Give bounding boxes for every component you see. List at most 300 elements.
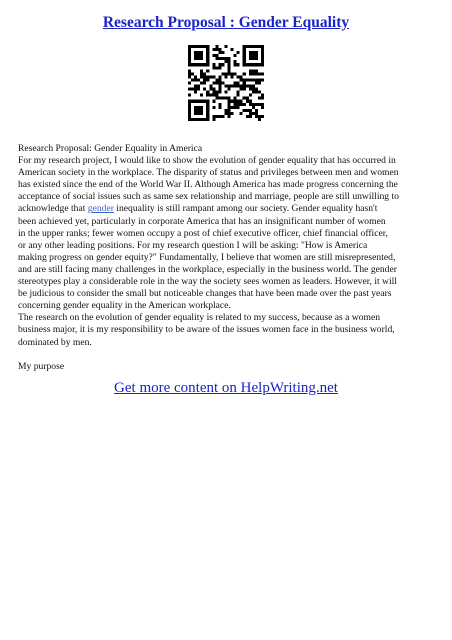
- qr-module: [258, 72, 261, 75]
- qr-module: [194, 57, 197, 60]
- qr-module: [206, 94, 209, 97]
- qr-module: [231, 48, 234, 51]
- qr-module: [218, 91, 221, 94]
- qr-module: [215, 97, 218, 100]
- qr-module: [243, 51, 246, 54]
- qr-module: [221, 57, 224, 60]
- qr-module: [249, 94, 252, 97]
- text-fragment: acknowledge that: [18, 203, 88, 215]
- qr-module: [255, 91, 258, 94]
- qr-module: [249, 85, 252, 88]
- qr-module: [261, 97, 264, 100]
- qr-module: [218, 106, 221, 109]
- qr-module: [197, 109, 200, 112]
- qr-module: [194, 109, 197, 112]
- qr-module: [261, 72, 264, 75]
- qr-module: [246, 115, 249, 118]
- qr-module: [228, 72, 231, 75]
- qr-module: [188, 54, 191, 57]
- qr-module: [258, 115, 261, 118]
- qr-module: [240, 112, 243, 115]
- qr-module: [252, 85, 255, 88]
- qr-module: [228, 106, 231, 109]
- qr-module: [237, 94, 240, 97]
- qr-module: [221, 72, 224, 75]
- qr-module: [188, 57, 191, 60]
- qr-module: [249, 78, 252, 81]
- qr-module: [258, 78, 261, 81]
- qr-module: [212, 63, 215, 66]
- qr-module: [200, 100, 203, 103]
- qr-module: [188, 100, 191, 103]
- qr-module: [200, 106, 203, 109]
- qr-module: [212, 88, 215, 91]
- qr-module: [224, 97, 227, 100]
- qr-module: [261, 57, 264, 60]
- qr-module: [224, 57, 227, 60]
- qr-module: [200, 81, 203, 84]
- qr-module: [228, 63, 231, 66]
- qr-module: [221, 63, 224, 66]
- qr-module: [249, 72, 252, 75]
- document-body: [18, 143, 436, 373]
- qr-module: [200, 118, 203, 121]
- qr-module: [215, 94, 218, 97]
- qr-module: [249, 63, 252, 66]
- qr-module: [215, 57, 218, 60]
- qr-module: [218, 81, 221, 84]
- qr-module: [212, 81, 215, 84]
- qr-module: [215, 54, 218, 57]
- qr-module: [261, 103, 264, 106]
- qr-module: [231, 106, 234, 109]
- qr-module: [228, 103, 231, 106]
- qr-module: [212, 94, 215, 97]
- paragraph-1: [18, 143, 436, 312]
- qr-module: [255, 115, 258, 118]
- qr-module: [197, 100, 200, 103]
- qr-module: [218, 51, 221, 54]
- qr-module: [215, 66, 218, 69]
- qr-module: [249, 51, 252, 54]
- qr-module: [252, 106, 255, 109]
- qr-module: [206, 48, 209, 51]
- text-line: My purpose: [18, 360, 65, 372]
- qr-module: [206, 109, 209, 112]
- qr-module: [261, 106, 264, 109]
- qr-module: [243, 78, 246, 81]
- qr-module: [258, 63, 261, 66]
- qr-module: [200, 69, 203, 72]
- qr-module: [212, 75, 215, 78]
- qr-module: [215, 48, 218, 51]
- qr-module: [243, 72, 246, 75]
- qr-module: [218, 48, 221, 51]
- qr-module: [197, 54, 200, 57]
- qr-module: [206, 54, 209, 57]
- qr-module: [249, 45, 252, 48]
- qr-module: [206, 78, 209, 81]
- qr-module: [237, 75, 240, 78]
- qr-module: [224, 85, 227, 88]
- qr-module: [237, 91, 240, 94]
- text-line: concerning gender equality in the American workplace.: [18, 300, 231, 312]
- qr-module: [258, 81, 261, 84]
- qr-module: [194, 78, 197, 81]
- qr-module: [212, 66, 215, 69]
- qr-module: [191, 88, 194, 91]
- qr-module: [209, 85, 212, 88]
- qr-module: [203, 100, 206, 103]
- qr-module: [255, 109, 258, 112]
- qr-module: [197, 88, 200, 91]
- qr-module: [240, 88, 243, 91]
- text-line: stereotypes play a considerable role in the way the society sees women as leaders. However, it will: [18, 276, 397, 288]
- qr-module: [206, 115, 209, 118]
- qr-module: [197, 106, 200, 109]
- qr-module: [194, 106, 197, 109]
- qr-module: [237, 63, 240, 66]
- qr-module: [188, 69, 191, 72]
- text-line: dominated by men.: [18, 336, 92, 348]
- qr-module: [240, 78, 243, 81]
- qr-module: [228, 57, 231, 60]
- qr-module: [197, 118, 200, 121]
- qr-module: [194, 75, 197, 78]
- qr-module: [194, 91, 197, 94]
- qr-module: [261, 63, 264, 66]
- qr-module: [261, 54, 264, 57]
- qr-module: [197, 57, 200, 60]
- qr-module: [252, 78, 255, 81]
- qr-module: [188, 118, 191, 121]
- qr-module: [200, 54, 203, 57]
- qr-module: [209, 88, 212, 91]
- qr-module: [237, 103, 240, 106]
- text-line: American society in the workplace. The disparity of status and privileges between men and women: [18, 167, 399, 179]
- qr-module: [224, 91, 227, 94]
- paragraph-2: [18, 312, 436, 348]
- qr-module: [194, 54, 197, 57]
- qr-module: [249, 115, 252, 118]
- qr-module: [231, 100, 234, 103]
- qr-module: [212, 100, 215, 103]
- document-heading: Research Proposal: Gender Equality in America: [18, 143, 203, 154]
- qr-module: [206, 91, 209, 94]
- qr-module: [234, 103, 237, 106]
- qr-module: [203, 72, 206, 75]
- qr-module: [255, 81, 258, 84]
- qr-module: [194, 88, 197, 91]
- qr-module: [258, 97, 261, 100]
- qr-module: [234, 97, 237, 100]
- qr-module: [191, 100, 194, 103]
- qr-module: [191, 45, 194, 48]
- qr-module: [221, 97, 224, 100]
- qr-module: [188, 51, 191, 54]
- text-line: business major, it is my responsibility to be aware of the issues women face in the business world,: [18, 324, 395, 336]
- qr-module: [203, 81, 206, 84]
- qr-module: [228, 60, 231, 63]
- qr-module: [237, 106, 240, 109]
- qr-module: [252, 57, 255, 60]
- qr-module: [206, 106, 209, 109]
- qr-module: [188, 63, 191, 66]
- qr-module: [243, 63, 246, 66]
- qr-module: [200, 51, 203, 54]
- qr-module: [188, 60, 191, 63]
- qr-module: [246, 78, 249, 81]
- qr-module: [237, 81, 240, 84]
- qr-module: [215, 115, 218, 118]
- qr-module: [243, 88, 246, 91]
- qr-module: [224, 60, 227, 63]
- qr-module: [203, 118, 206, 121]
- qr-module: [224, 45, 227, 48]
- qr-module: [203, 88, 206, 91]
- qr-module: [215, 91, 218, 94]
- qr-module: [258, 118, 261, 121]
- qr-module: [249, 54, 252, 57]
- text-line: and are still facing many challenges in the workplace, especially in the business world. The gender: [18, 263, 397, 275]
- qr-module: [252, 63, 255, 66]
- qr-module: [188, 81, 191, 84]
- qr-module: [200, 94, 203, 97]
- qr-module: [206, 60, 209, 63]
- qr-module: [200, 63, 203, 66]
- qr-module: [206, 103, 209, 106]
- qr-module: [255, 72, 258, 75]
- gender-link[interactable]: gender: [87, 203, 114, 215]
- qr-module: [206, 75, 209, 78]
- qr-module: [188, 94, 191, 97]
- qr-module: [261, 94, 264, 97]
- qr-module: [243, 109, 246, 112]
- qr-module: [206, 51, 209, 54]
- qr-module: [188, 103, 191, 106]
- qr-module: [249, 57, 252, 60]
- qr-module: [228, 115, 231, 118]
- qr-module: [246, 109, 249, 112]
- qr-module: [228, 69, 231, 72]
- qr-module: [194, 45, 197, 48]
- qr-module: [194, 118, 197, 121]
- qr-module: [258, 91, 261, 94]
- qr-module: [218, 97, 221, 100]
- qr-module: [200, 109, 203, 112]
- qr-module: [197, 78, 200, 81]
- qr-module: [224, 109, 227, 112]
- qr-module: [243, 85, 246, 88]
- qr-module: [246, 97, 249, 100]
- text-line: For my research project, I would like to show the evolution of gender equality that has occurred in: [18, 155, 396, 167]
- qr-module: [249, 103, 252, 106]
- qr-module: [188, 109, 191, 112]
- qr-module: [206, 100, 209, 103]
- qr-module: [240, 85, 243, 88]
- qr-module: [234, 54, 237, 57]
- qr-module: [224, 112, 227, 115]
- qr-module: [197, 63, 200, 66]
- qr-module: [231, 72, 234, 75]
- text-line: making progress on gender equity?" Fundamentally, I believe that women are still misrepresented,: [18, 251, 396, 263]
- qr-module: [218, 103, 221, 106]
- qr-module: [218, 85, 221, 88]
- qr-module: [231, 112, 234, 115]
- qr-module: [252, 69, 255, 72]
- qr-module: [255, 45, 258, 48]
- qr-module: [246, 45, 249, 48]
- qr-module: [243, 60, 246, 63]
- qr-module: [206, 118, 209, 121]
- qr-module: [234, 85, 237, 88]
- qr-module: [224, 72, 227, 75]
- qr-module: [215, 45, 218, 48]
- qr-module: [200, 75, 203, 78]
- text-line: or any other leading positions. For my research question I will be asking: "How is America: [18, 239, 368, 251]
- qr-module: [194, 63, 197, 66]
- qr-module: [197, 45, 200, 48]
- text-line: in the upper ranks; fewer women occupy a post of chief executive officer, chief financial officer,: [18, 227, 388, 239]
- qr-module: [255, 63, 258, 66]
- qr-module: [203, 75, 206, 78]
- qr-module: [249, 88, 252, 91]
- qr-module: [200, 57, 203, 60]
- qr-module: [243, 97, 246, 100]
- text-line: been achieved yet, particularly in corporate America that has an insignificant number of women: [18, 215, 386, 227]
- qr-module: [258, 103, 261, 106]
- qr-module: [215, 78, 218, 81]
- qr-module: [234, 63, 237, 66]
- qr-module: [252, 54, 255, 57]
- qr-module: [243, 54, 246, 57]
- qr-module: [215, 81, 218, 84]
- text-line: be judicious to consider the small but noticeable changes that have been made over the past years: [18, 288, 392, 300]
- qr-module: [243, 45, 246, 48]
- qr-module: [203, 78, 206, 81]
- qr-module: [188, 112, 191, 115]
- qr-module: [218, 66, 221, 69]
- qr-module: [194, 51, 197, 54]
- qr-module: [188, 45, 191, 48]
- qr-module: [261, 60, 264, 63]
- qr-module: [237, 100, 240, 103]
- qr-module: [252, 103, 255, 106]
- qr-module: [218, 115, 221, 118]
- qr-module: [188, 115, 191, 118]
- qr-module: [194, 112, 197, 115]
- qr-module: [246, 100, 249, 103]
- qr-module: [206, 69, 209, 72]
- qr-module: [243, 48, 246, 51]
- qr-module: [221, 51, 224, 54]
- qr-module: [188, 75, 191, 78]
- qr-module: [234, 106, 237, 109]
- qr-module: [218, 88, 221, 91]
- qr-module: [212, 54, 215, 57]
- title-link[interactable]: Research Proposal : Gender Equality: [102, 14, 350, 31]
- qr-module: [212, 115, 215, 118]
- qr-module: [231, 75, 234, 78]
- qr-module: [188, 106, 191, 109]
- footer-link[interactable]: Get more content on HelpWriting.net: [114, 380, 338, 396]
- qr-module: [243, 57, 246, 60]
- qr-module: [212, 106, 215, 109]
- qr-module: [255, 51, 258, 54]
- text-line: acceptance of social issues such as same sex relationship and marriage, people are still unwilling to: [18, 191, 399, 203]
- qr-module: [221, 115, 224, 118]
- qr-module: [234, 72, 237, 75]
- qr-module: [203, 63, 206, 66]
- qr-module: [191, 118, 194, 121]
- qr-module: [252, 91, 255, 94]
- qr-module: [240, 100, 243, 103]
- qr-module: [221, 81, 224, 84]
- qr-module: [249, 109, 252, 112]
- qr-module: [243, 103, 246, 106]
- qr-module: [261, 78, 264, 81]
- qr-module: [206, 57, 209, 60]
- qr-module: [255, 103, 258, 106]
- qr-module: [194, 100, 197, 103]
- qr-module: [246, 85, 249, 88]
- qr-module: [228, 97, 231, 100]
- qr-module: [206, 45, 209, 48]
- qr-module: [188, 72, 191, 75]
- qr-module: [255, 78, 258, 81]
- qr-module: [261, 51, 264, 54]
- qr-module: [258, 45, 261, 48]
- qr-module: [191, 72, 194, 75]
- qr-module: [240, 103, 243, 106]
- qr-module: [206, 112, 209, 115]
- qr-module: [209, 75, 212, 78]
- qr-module: [228, 112, 231, 115]
- qr-module: [218, 75, 221, 78]
- qr-module: [212, 48, 215, 51]
- qr-module: [237, 51, 240, 54]
- qr-module: [218, 78, 221, 81]
- text-line: The research on the evolution of gender equality is related to my success, because as a women: [18, 312, 381, 324]
- qr-module: [255, 54, 258, 57]
- purpose-line: [18, 361, 436, 373]
- qr-module: [252, 45, 255, 48]
- qr-module: [228, 66, 231, 69]
- qr-module: [234, 81, 237, 84]
- qr-module: [255, 57, 258, 60]
- qr-module: [246, 63, 249, 66]
- qr-code-graphic: [188, 45, 264, 121]
- qr-module: [212, 91, 215, 94]
- qr-module: [252, 112, 255, 115]
- qr-module: [206, 63, 209, 66]
- qr-module: [234, 100, 237, 103]
- qr-module: [194, 85, 197, 88]
- qr-module: [261, 48, 264, 51]
- qr-module: [252, 88, 255, 91]
- qr-code: [188, 45, 264, 121]
- qr-module: [197, 112, 200, 115]
- qr-module: [228, 88, 231, 91]
- qr-module: [218, 63, 221, 66]
- qr-module: [197, 51, 200, 54]
- qr-module: [228, 85, 231, 88]
- qr-module: [212, 118, 215, 121]
- qr-module: [188, 48, 191, 51]
- qr-module: [228, 109, 231, 112]
- qr-module: [224, 75, 227, 78]
- qr-module: [255, 69, 258, 72]
